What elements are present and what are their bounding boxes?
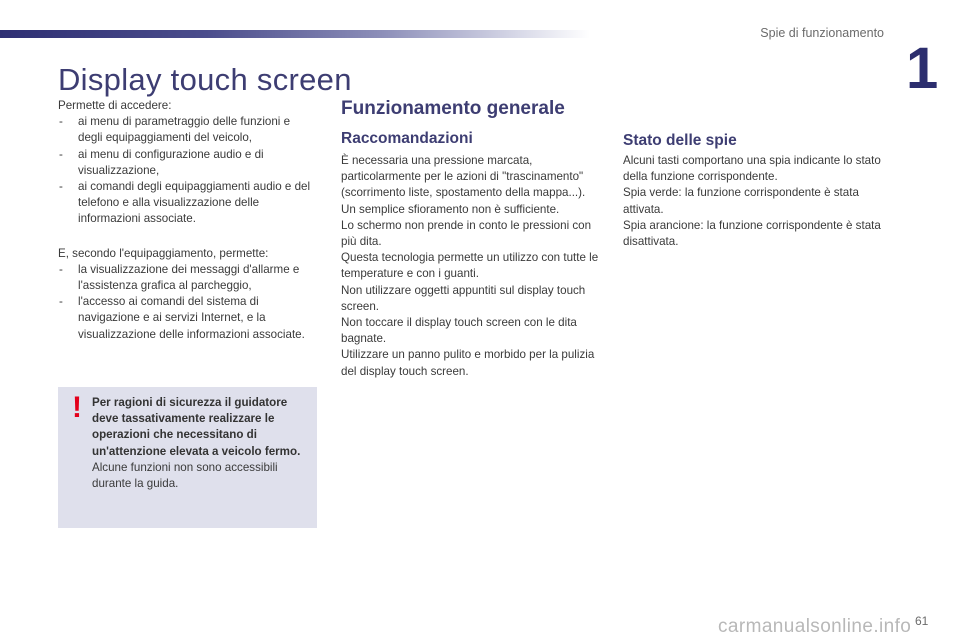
list-item: - ai comandi degli equipaggiamenti audio e del telefono e alla visualizzazione delle informazioni associate. — [58, 179, 316, 228]
chapter-number: 1 — [906, 36, 939, 101]
stato-spie-text — [623, 153, 885, 250]
exclamation-icon: ! — [72, 391, 82, 424]
list-item: - l'accesso ai comandi del sistema di navigazione e ai servizi Internet, e la visualizzazione delle informazioni associate. — [58, 294, 316, 343]
paragraph: Non toccare il display touch screen con le dita bagnate. — [341, 316, 577, 346]
warning-bold-text: Per ragioni di sicurezza il guidatore deve tassativamente realizzare le operazioni che necessitano di un'attenzione elevata a veicolo fermo. — [92, 396, 301, 458]
safety-warning-box — [58, 387, 317, 528]
list-item: - ai menu di configurazione audio e di visualizzazione, — [58, 147, 316, 179]
warning-text — [92, 395, 310, 492]
stato-spie-heading: Stato delle spie — [623, 132, 737, 149]
intro-text-2: E, secondo l'equipaggiamento, permette: — [58, 246, 269, 260]
page-number: 61 — [915, 614, 929, 628]
list-item: - ai menu di parametraggio delle funzioni e degli equipaggiamenti del veicolo, — [58, 114, 316, 146]
paragraph: Non utilizzare oggetti appuntiti sul display touch screen. — [341, 283, 586, 313]
paragraph: Un semplice sfioramento non è sufficiente. — [341, 202, 560, 216]
main-heading: Funzionamento generale — [341, 98, 565, 119]
access-list — [58, 114, 316, 227]
equipment-list — [58, 262, 316, 343]
list-item: - la visualizzazione dei messaggi d'allarme e l'assistenza grafica al parcheggio, — [58, 262, 316, 294]
header-color-bar — [0, 30, 590, 38]
paragraph: Utilizzare un panno pulito e morbido per la pulizia del display touch screen. — [341, 348, 595, 378]
section-title: Spie di funzionamento — [760, 26, 884, 40]
page-title: Display touch screen — [58, 62, 352, 97]
raccomandazioni-text — [341, 153, 606, 380]
paragraph: Spia arancione: la funzione corrispondente è stata disattivata. — [623, 218, 881, 249]
paragraph: Spia verde: la funzione corrispondente è stata attivata. — [623, 186, 859, 216]
left-column — [58, 98, 316, 343]
paragraph: È necessaria una pressione marcata, particolarmente per le azioni di "trascinamento" (scorrimento liste, spostamento della mappa...). — [341, 154, 586, 200]
paragraph: Questa tecnologia permette un utilizzo con tutte le temperature e con i guanti. — [341, 251, 599, 281]
raccomandazioni-heading: Raccomandazioni — [341, 130, 473, 147]
paragraph: Alcuni tasti comportano una spia indicante lo stato della funzione corrispondente. — [623, 154, 881, 184]
watermark: carmanualsonline.info — [718, 616, 912, 637]
paragraph: Lo schermo non prende in conto le pressioni con più dita. — [341, 218, 592, 249]
intro-text: Permette di accedere: — [58, 99, 172, 112]
warning-note: Alcune funzioni non sono accessibili durante la guida. — [92, 460, 278, 491]
